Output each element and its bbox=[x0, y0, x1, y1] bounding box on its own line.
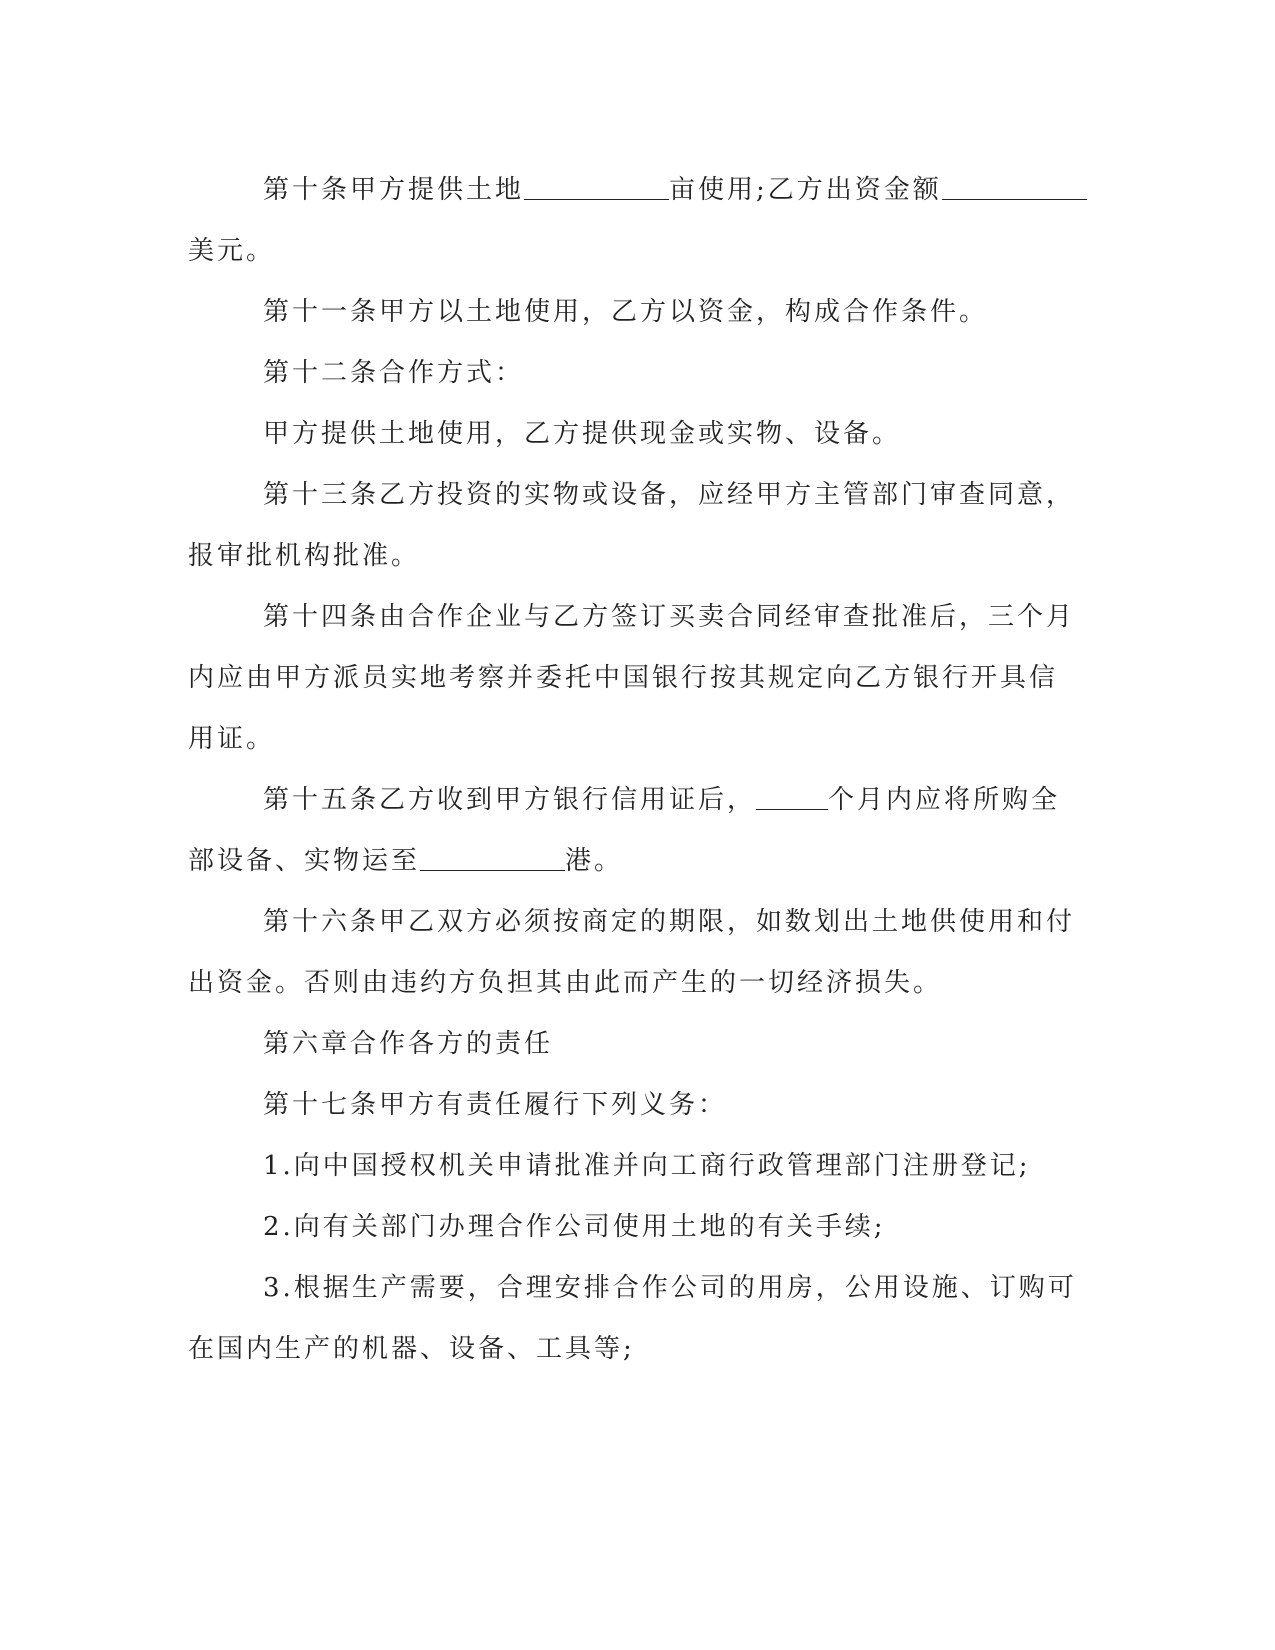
obligation-item-1: 1.向中国授权机关申请批准并向工商行政管理部门注册登记; bbox=[263, 1151, 1031, 1181]
blank-months bbox=[756, 779, 828, 810]
article-14-line-3: 用证。 bbox=[188, 724, 276, 754]
chapter-6-heading: 第六章合作各方的责任 bbox=[263, 1029, 554, 1059]
blank-port bbox=[420, 840, 565, 871]
article-12-detail: 甲方提供土地使用，乙方提供现金或实物、设备。 bbox=[263, 419, 902, 449]
article-15-line-2 bbox=[188, 831, 1088, 892]
article-15-text-d: 港。 bbox=[565, 846, 624, 876]
article-10-text-a: 第十条甲方提供土地 bbox=[263, 175, 525, 205]
article-13-line-2: 报审批机构批准。 bbox=[188, 541, 421, 571]
article-16-line-1: 第十六条甲乙双方必须按商定的期限，如数划出土地供使用和付 bbox=[263, 907, 1076, 937]
article-15-line-1 bbox=[188, 770, 1088, 831]
obligation-item-2: 2.向有关部门办理合作公司使用土地的有关手续; bbox=[263, 1212, 886, 1242]
blank-land-area bbox=[524, 169, 669, 200]
article-10-line-2: 美元。 bbox=[188, 236, 276, 266]
article-10-text-b: 亩使用;乙方出资金额 bbox=[669, 175, 942, 205]
article-16-line-2: 出资金。否则由违约方负担其由此而产生的一切经济损失。 bbox=[188, 968, 943, 998]
article-17: 第十七条甲方有责任履行下列义务： bbox=[263, 1090, 728, 1120]
obligation-item-3-line-2: 在国内生产的机器、设备、工具等; bbox=[188, 1334, 635, 1364]
article-15-text-a: 第十五条乙方收到甲方银行信用证后， bbox=[263, 785, 757, 815]
article-12: 第十二条合作方式： bbox=[263, 358, 525, 388]
article-14-line-2: 内应由甲方派员实地考察并委托中国银行按其规定向乙方银行开具信 bbox=[188, 663, 1059, 693]
article-15-text-b: 个月内应将所购全 bbox=[828, 785, 1061, 815]
article-14-line-1: 第十四条由合作企业与乙方签订买卖合同经审查批准后，三个月 bbox=[263, 602, 1076, 632]
blank-investment-amount bbox=[942, 169, 1087, 200]
article-15-text-c: 部设备、实物运至 bbox=[188, 846, 421, 876]
article-10-line-1 bbox=[188, 160, 1088, 221]
article-11: 第十一条甲方以土地使用，乙方以资金，构成合作条件。 bbox=[263, 297, 989, 327]
obligation-item-3-line-1: 3.根据生产需要，合理安排合作公司的用房，公用设施、订购可 bbox=[263, 1273, 1077, 1303]
document-body bbox=[188, 160, 1088, 1380]
article-13-line-1: 第十三条乙方投资的实物或设备，应经甲方主管部门审查同意， bbox=[263, 480, 1076, 510]
